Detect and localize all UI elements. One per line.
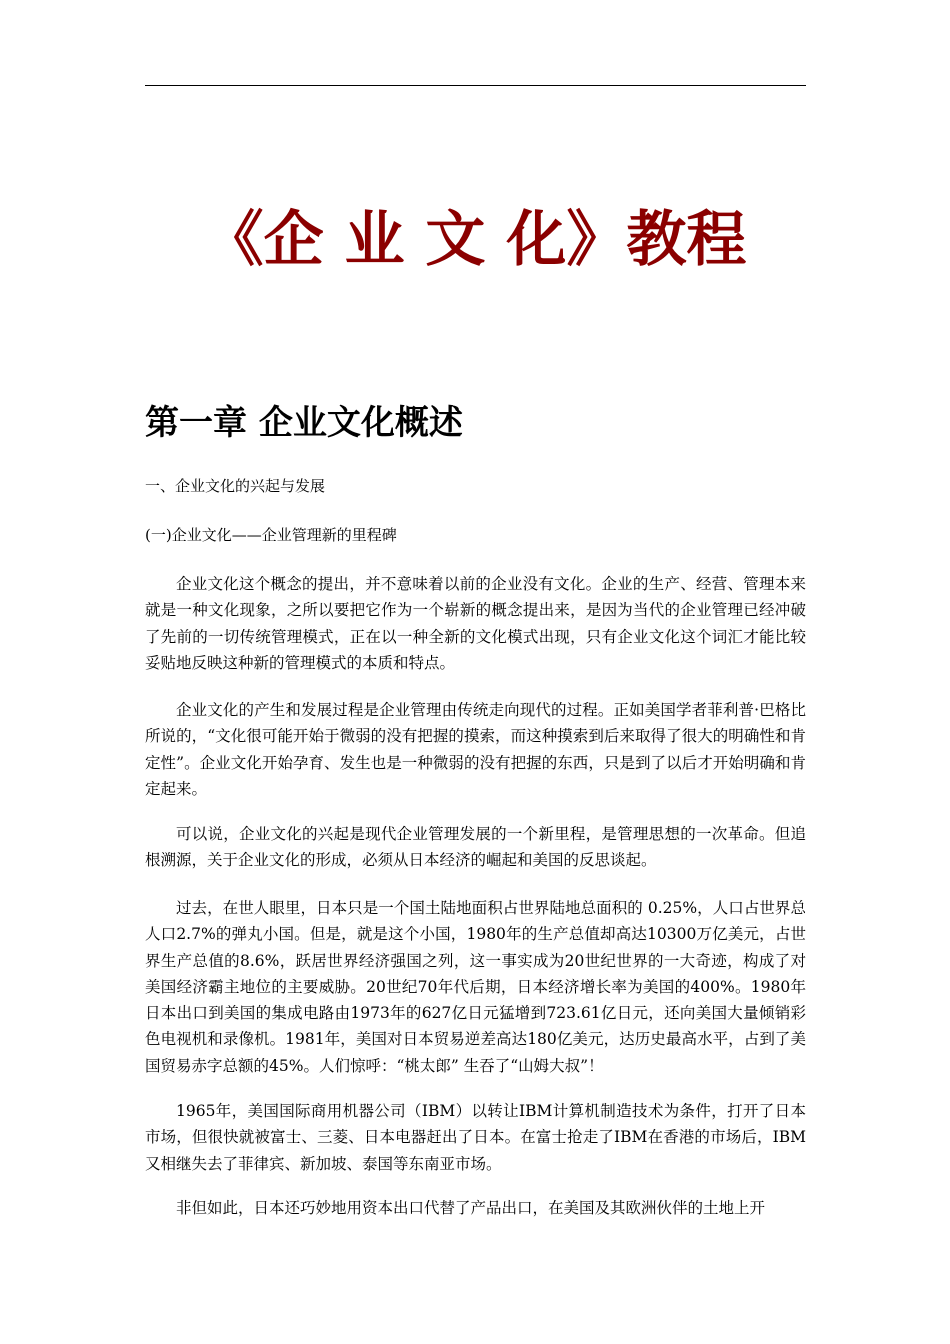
body-paragraph-2: 企业文化的产生和发展过程是企业管理由传统走向现代的过程。正如美国学者菲利普·巴格比所说的，“文化很可能开始于微弱的没有把握的摸索，而这种摸索到后来取得了很大的明确性和肯定性”。企业文化开始孕育、发生也是一种微弱的没有把握的东西，只是到了以后才开始明确和肯定起来。: [145, 701, 806, 798]
body-paragraph-5: 1965年，美国国际商用机器公司（IBM）以转让IBM计算机制造技术为条件，打开了日本市场，但很快就被富士、三菱、日本电器赶出了日本。在富士抢走了IBM在香港的市场后，IBM又相继失去了菲律宾、新加坡、泰国等东南亚市场。: [145, 1102, 806, 1173]
chapter-heading: 第一章 企业文化概述: [145, 403, 463, 443]
header-rule: [145, 85, 806, 86]
subsection-heading: (一)企业文化——企业管理新的里程碑: [145, 526, 397, 544]
body-paragraph-6: 非但如此，日本还巧妙地用资本出口代替了产品出口，在美国及其欧洲伙伴的土地上开: [176, 1199, 766, 1217]
section-heading: 一、企业文化的兴起与发展: [145, 477, 326, 495]
body-paragraph-1: 企业文化这个概念的提出，并不意味着以前的企业没有文化。企业的生产、经营、管理本来就是一种文化现象，之所以要把它作为一个崭新的概念提出来，是因为当代的企业管理已经冲破了先前的一切传统管理模式，正在以一种全新的文化模式出现，只有企业文化这个词汇才能比较妥贴地反映这种新的管理模式的本质和特点。: [145, 575, 806, 672]
body-paragraph-3: 可以说，企业文化的兴起是现代企业管理发展的一个新里程，是管理思想的一次革命。但追根溯源，关于企业文化的形成，必须从日本经济的崛起和美国的反思谈起。: [145, 825, 806, 870]
document-title: 《企 业 文 化》教程: [203, 205, 747, 275]
body-paragraph-4: 过去，在世人眼里，日本只是一个国土陆地面积占世界陆地总面积的 0.25%，人口占世界总人口2.7%的弹丸小国。但是，就是这个小国，1980年的生产总值却高达10300万亿美元，占世界生产总值的8.6%，跃居世界经济强国之列，这一事实成为20世纪世界的一大奇迹，构成了对美国经济霸主地位的主要威胁。20世纪70年代后期，日本经济增长率为美国的400%。1980年日本出口到美国的集成电路由1973年的627亿日元猛增到723.61亿日元，还向美国大量倾销彩色电视机和录像机。1981年，美国对日本贸易逆差高达180亿美元，达历史最高水平，占到了美国贸易赤字总额的45%。人们惊呼：“桃太郎” 生吞了“山姆大叔”！: [145, 899, 806, 1075]
